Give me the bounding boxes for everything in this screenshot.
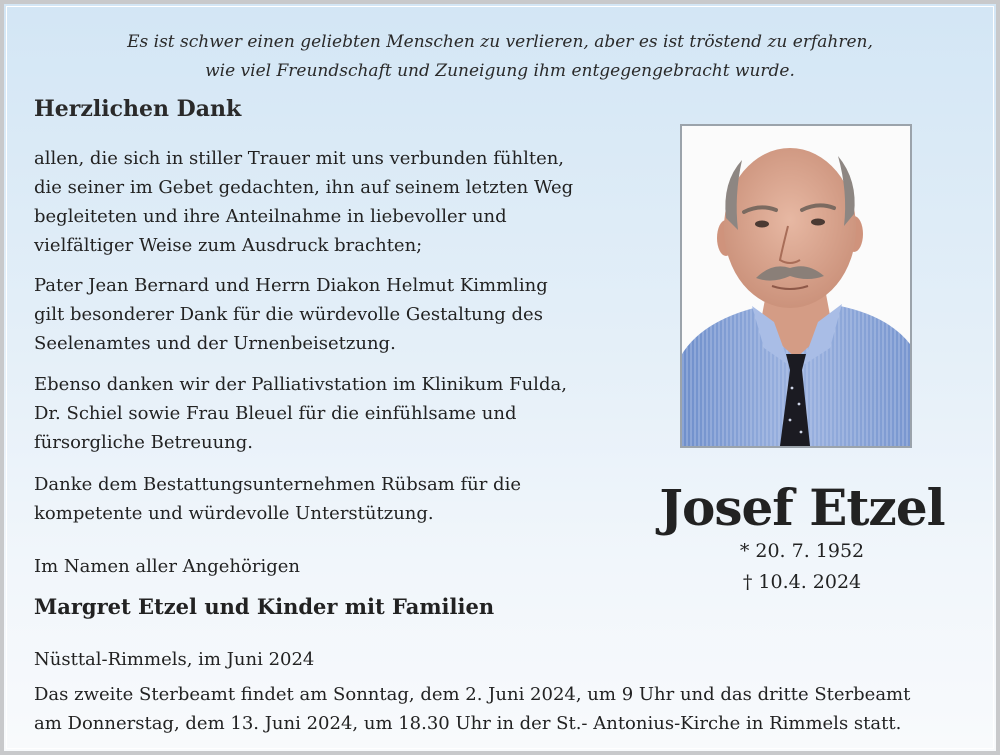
text-line: am Donnerstag, dem 13. Juni 2024, um 18.30 Uhr in der St.- Antonius-Kirche in Rimmels statt.: [34, 713, 902, 734]
text-line: Ebenso danken wir der Palliativstation im Klinikum Fulda,: [34, 374, 567, 395]
text-line: gilt besonderer Dank für die würdevolle Gestaltung des: [34, 304, 543, 325]
thanks-paragraph-3: [34, 370, 567, 457]
text-line: allen, die sich in stiller Trauer mit uns verbunden fühlten,: [34, 148, 565, 169]
death-date: † 10.4. 2024: [742, 571, 862, 593]
text-line: vielfältiger Weise zum Ausdruck brachten;: [34, 235, 423, 256]
motto: [4, 28, 996, 86]
family-signature: Margret Etzel und Kinder mit Familien: [34, 594, 495, 619]
text-line: fürsorgliche Betreuung.: [34, 432, 254, 453]
memorial-mass-notice: [34, 680, 910, 738]
thanks-heading: Herzlichen Dank: [34, 96, 242, 122]
portrait-image: [682, 126, 910, 446]
text-line: Pater Jean Bernard und Herrn Diakon Helmut Kimmling: [34, 275, 548, 296]
thanks-paragraph-2: [34, 271, 548, 358]
text-line: begleiteten und ihre Anteilnahme in liebevoller und: [34, 206, 507, 227]
thanks-paragraph-1: [34, 144, 573, 260]
thanks-paragraph-4: [34, 470, 521, 528]
deceased-name: Josef Etzel: [659, 478, 945, 537]
text-line: Dr. Schiel sowie Frau Bleuel für die einfühlsame und: [34, 403, 517, 424]
place-date: Nüsttal-Rimmels, im Juni 2024: [34, 649, 315, 670]
motto-line-1: Es ist schwer einen geliebten Menschen zu verlieren, aber es ist tröstend zu erfahren,: [127, 32, 873, 52]
birth-date: * 20. 7. 1952: [739, 540, 865, 562]
text-line: Das zweite Sterbeamt findet am Sonntag, dem 2. Juni 2024, um 9 Uhr und das dritte Sterbeamt: [34, 684, 911, 705]
text-line: kompetente und würdevolle Unterstützung.: [34, 503, 434, 524]
text-line: Danke dem Bestattungsunternehmen Rübsam für die: [34, 474, 521, 495]
on-behalf-line: Im Namen aller Angehörigen: [34, 556, 300, 577]
text-line: Seelenamtes und der Urnenbeisetzung.: [34, 333, 396, 354]
text-line: die seiner im Gebet gedachten, ihn auf seinem letzten Weg: [34, 177, 574, 198]
motto-line-2: wie viel Freundschaft und Zuneigung ihm entgegengebracht wurde.: [205, 61, 795, 81]
portrait-photo: [680, 124, 912, 448]
